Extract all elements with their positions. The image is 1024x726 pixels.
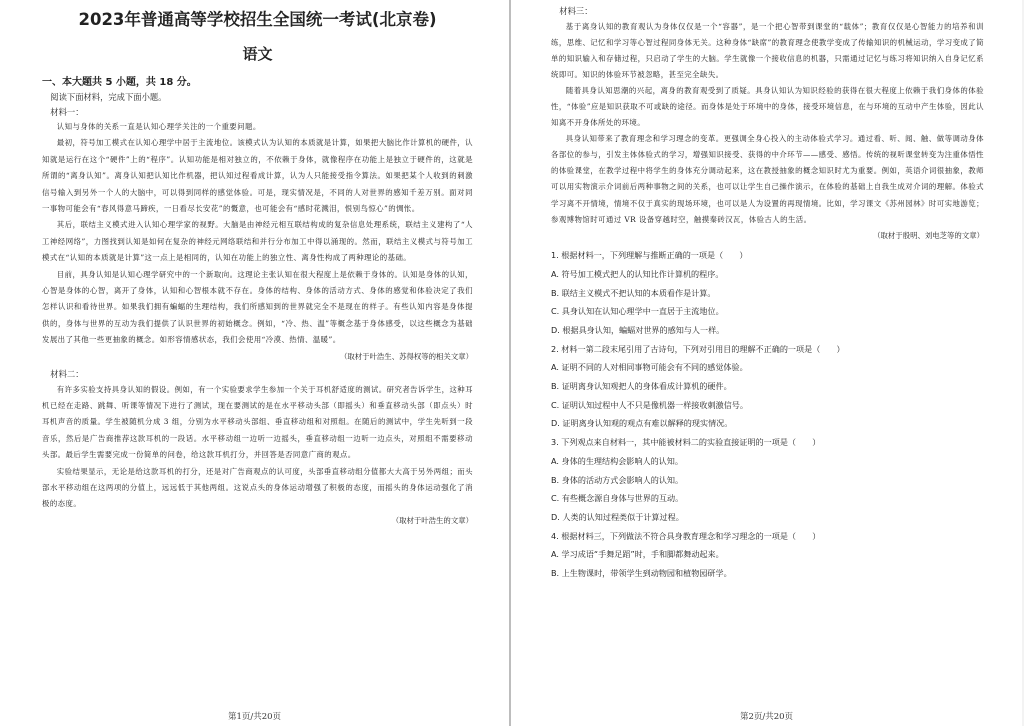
question-option: A. 身体的生理结构会影响人的认知。 bbox=[551, 455, 683, 466]
question-stem: 2. 材料一第二段末尾引用了古诗句，下列对引用目的理解不正确的一项是（ ） bbox=[551, 343, 845, 354]
question-stem: 1. 根据材料一，下列理解与推断正确的一项是（ ） bbox=[551, 250, 748, 261]
exam-title: 2023年普通高等学校招生全国统一考试(北京卷) bbox=[78, 10, 437, 29]
question-stem: 3. 下列观点来自材料一，其中能被材料二的实验直接证明的一项是（ ） bbox=[551, 437, 821, 448]
material-3-paragraph: 基于离身认知的教育观认为身体仅仅是一个“容器”，是一个把心智带到课堂的“载体”；教育仅仅是心智能力的培养和训练，思维、记忆和学习等心智过程同身体无关。这种身体“缺席”的教育理念使教学变成了传输知识的机械运动，学习变成了简单的知识输入和存储过程，只启动了学生的大脑。学生就像一个接收信息的机器，只需通过记忆与练习将知识纳入自身记忆系统即可。知识的体验环节被忽略，甚至完全缺失。 bbox=[551, 21, 984, 79]
page-1-content bbox=[42, 10, 473, 700]
material-1-paragraph: 目前，具身认知是认知心理学研究中的一个新取向。这理论主张认知在很大程度上是依赖于身体的。认知是身体的认知，心智是身体的心智，离开了身体，认知和心智根本就不存在。身体的结构、身体的活动方式、身体的感觉和体验决定了我们怎样认识和看待世界。如果我们拥有蝙蝠的生理结构，我们所感知到的世界就完全不是现在的样子。有些认知内容是身体提供的，身体与世界的互动为我们提供了认识世界的初始概念。例如，“冷、热、温”等概念基于身体感受，以这些概念为基础发展出了其他一些更抽象的概念。如形容情感状态，我们会使用“冷漠、热情、温暖”。 bbox=[42, 269, 473, 345]
subject-title: 语文 bbox=[242, 45, 273, 63]
material-1-paragraph: 最初，符号加工模式在认知心理学中居于主流地位。该模式认为认知的本质就是计算，如果把大脑比作计算机的硬件，认知就是运行在这个“硬件”上的“程序”。认知功能是相对独立的，不依赖于身体，就像程序在功能上是独立于硬件的，这就是所谓的“离身认知”。离身认知把认知比作机器，把认知过程看成计算，认为人只能接受指令算法。如果把某个人收到的刺激信号输入到另外一个人的大脑中，可以得到同样的感觉体验。可是，现实情况是，不同的人对世界的感知千差万别。面对同一事物可能会有“春风得意马蹄疾，一日看尽长安花”的慨意，也可能会有“感时花溅泪，恨别鸟惊心”的惆怅。 bbox=[42, 138, 473, 214]
material-1-paragraph: 认知与身体的关系一直是认知心理学关注的一个重要问题。 bbox=[56, 122, 261, 131]
material-3-paragraph: 随着具身认知思潮的兴起，离身的教育观受到了质疑。具身认知认为知识经验的获得在很大程度上依赖于我们身体的体验性，“体验”应是知识获取不可或缺的途径。而身体是处于环境中的身体，接受环境信息，在与环境的互动中产生体验，因此认知离不开身体所处的环境。 bbox=[551, 85, 984, 128]
question-option: C. 有些概念源自身体与世界的互动。 bbox=[551, 493, 684, 504]
page-2 bbox=[511, 0, 1022, 726]
page-1 bbox=[0, 0, 511, 726]
material-1-paragraph: 其后，联结主义模式进入认知心理学家的视野。大脑是由神经元相互联结构成的复杂信息处理系统，联结主义建构了“人工神经网络”，力图找到认知是如何在复杂的神经元网络联结和并行分布加工中得以涌现的。然而，联结主义模式与符号加工模式在“认知的本质就是计算”这一点上是相同的，认知在功能上的独立性、离身性构成了两种理论的基础。 bbox=[42, 220, 473, 263]
page-2-content bbox=[551, 4, 984, 700]
material-1-label: 材料一： bbox=[50, 106, 84, 117]
material-1-source: （取材于叶浩生、苏得权等的相关文章） bbox=[339, 351, 473, 361]
question-option: A. 学习成语“手舞足蹈”时，手和脚都舞动起来。 bbox=[551, 549, 724, 560]
material-3-paragraph: 具身认知带来了教育理念和学习理念的变革。更强调全身心投入的主动体验式学习。通过看、听、闻、触、做等调动身体各部位的参与，引发主体体验式的学习，增强知识接受、获得的中介环节——感受、感悟。传统的视听课堂转变为注重体悟性的体验课堂，在教学过程中将学生的身体充分调动起来，这在教授抽象的概念知识时尤为重要。例如，英语介词很抽象，教师可以用实物演示介词前后两种事物之间的关系，也可以让学生自己操作演示，在体验的基础上自我生成对介词的理解。体验式学习离不开情境，情境不仅于真实的现场环境，也可以是人为设置的再现情境。比如，学习课文《苏州园林》时可实地游览；参观博物馆时可通过 VR 设备穿越时空，触摸秦砖汉瓦，体验古人的生活。 bbox=[551, 134, 984, 224]
question-option: B. 上生物课时，带领学生到动物园和植物园研学。 bbox=[551, 568, 732, 579]
section-heading: 一、本大题共 5 小题，共 18 分。 bbox=[42, 77, 197, 88]
material-2-paragraph: 实验结果显示，无论是给这款耳机的打分，还是对广告商观点的认可度，头部垂直移动组分值都大大高于另外两组；而头部水平移动组在这两项的分值上，远远低于其他两组。这说点头的身体运动增强了积极的态度，而摇头的身体运动强化了消极的态度。 bbox=[42, 466, 473, 509]
question-option: B. 联结主义模式不把认知的本质看作是计算。 bbox=[551, 287, 716, 298]
question-option: C. 具身认知在认知心理学中一直居于主流地位。 bbox=[551, 306, 724, 317]
question-option: D. 证明离身认知观的观点有难以解释的现实情况。 bbox=[551, 418, 733, 429]
question-option: A. 符号加工模式把人的认知比作计算机的程序。 bbox=[551, 268, 724, 279]
material-2-label: 材料二： bbox=[50, 369, 84, 380]
material-2-source: （取材于叶浩生的文章） bbox=[391, 515, 473, 525]
material-3-source: （取材于殷明、刘电芝等的文章） bbox=[873, 230, 984, 240]
question-option: B. 证明离身认知观把人的身体看成计算机的硬件。 bbox=[551, 381, 732, 392]
question-option: B. 身体的活动方式会影响人的认知。 bbox=[551, 474, 684, 485]
question-option: D. 人类的认知过程类似于计算过程。 bbox=[551, 511, 684, 522]
page-number-2: 第2页/共20页 bbox=[739, 712, 794, 722]
question-option: C. 证明认知过程中人不只是像机器一样接收刺激信号。 bbox=[551, 399, 748, 410]
page-number-1: 第1页/共20页 bbox=[227, 712, 282, 722]
question-option: A. 证明不同的人对相同事物可能会有不同的感觉体验。 bbox=[551, 362, 748, 373]
material-3-label: 材料三： bbox=[559, 6, 593, 16]
question-stem: 4. 根据材料三，下列做法不符合具身教育理念和学习理念的一项是（ ） bbox=[551, 530, 821, 541]
material-2-paragraph: 有许多实验支持具身认知的假设。例如，有一个实验要求学生参加一个关于耳机舒适度的测试。研究者告诉学生，这种耳机已经在走路、跳舞、听课等情况下进行了测试，现在要测试的是在水平移动头部（即摇头）和垂直移动头部（即点头）时耳机声音的质量。学生被随机分成 3 组，分别为水平移动头部组、垂直移动组和对照组。在随后的测试中，学生先听到一段音乐，然后是广告商推荐这款耳机的一段话。水平移动组一边听一边摇头，垂直移动组一边听一边点头，对照组不需要移动头部。最后学生需要完成一份简单的问卷，给这款耳机打分，并回答是否同意广商的观点。 bbox=[42, 384, 473, 460]
instruction: 阅读下面材料，完成下面小题。 bbox=[50, 92, 167, 102]
question-option: D. 根据具身认知，蝙蝠对世界的感知与人一样。 bbox=[551, 324, 725, 335]
